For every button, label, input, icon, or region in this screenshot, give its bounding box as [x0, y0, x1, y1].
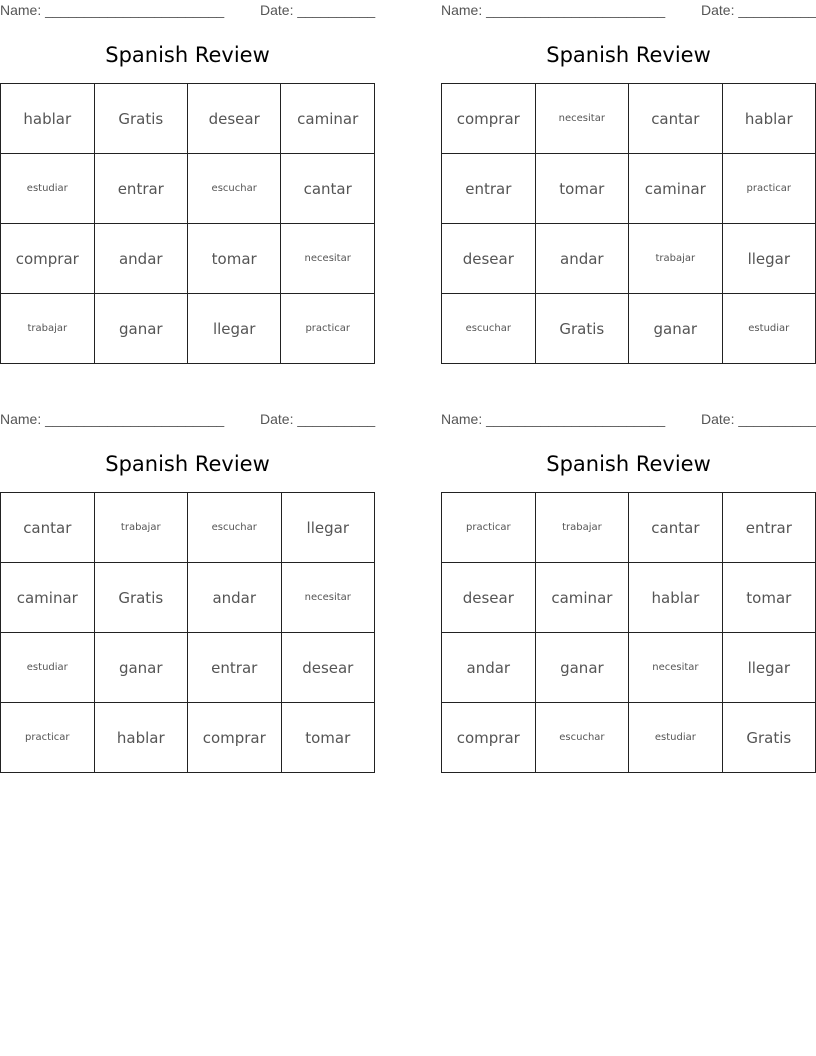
bingo-cell: llegar [722, 224, 815, 294]
bingo-cell: comprar [187, 703, 281, 773]
bingo-cell: llegar [187, 294, 280, 364]
grid-row [442, 703, 816, 773]
card-header [0, 2, 375, 18]
date-field-label: Date: __________ [701, 411, 816, 427]
bingo-cell: estudiar [722, 294, 815, 364]
name-field-label: Name: _______________________ [0, 411, 225, 427]
bingo-grid [0, 492, 375, 773]
name-field-label: Name: _______________________ [441, 2, 666, 18]
bingo-cell: desear [442, 224, 536, 294]
card-header [441, 2, 816, 18]
grid-row [442, 84, 816, 154]
bingo-cell: andar [94, 224, 187, 294]
bingo-cell: hablar [722, 84, 815, 154]
bingo-cell: desear [281, 633, 374, 703]
grid-row [442, 563, 816, 633]
bingo-grid [441, 492, 816, 773]
bingo-cell: Gratis [535, 294, 628, 364]
date-field-label: Date: __________ [260, 2, 376, 18]
bingo-cell: hablar [629, 563, 722, 633]
bingo-cell: tomar [281, 703, 374, 773]
bingo-cell: estudiar [1, 154, 95, 224]
bingo-cell: desear [442, 563, 536, 633]
grid-row [1, 703, 375, 773]
bingo-cell: cantar [629, 493, 722, 563]
grid-row [442, 294, 816, 364]
bingo-cell: practicar [1, 703, 95, 773]
grid-row [1, 563, 375, 633]
bingo-cell: Gratis [722, 703, 815, 773]
bingo-cell: caminar [1, 563, 95, 633]
grid-row [1, 84, 375, 154]
bingo-cell: escuchar [442, 294, 536, 364]
bingo-cell: comprar [442, 84, 536, 154]
card-header [441, 411, 816, 427]
bingo-cell: practicar [281, 294, 375, 364]
grid-row [1, 633, 375, 703]
card-title: Spanish Review [546, 452, 711, 476]
bingo-cell: tomar [722, 563, 815, 633]
bingo-cell: entrar [187, 633, 281, 703]
bingo-cell: estudiar [629, 703, 722, 773]
name-field-label: Name: _______________________ [0, 2, 225, 18]
card-header [0, 411, 375, 427]
grid-row [1, 294, 375, 364]
bingo-cell: trabajar [1, 294, 95, 364]
bingo-cell: Gratis [94, 84, 187, 154]
bingo-cell: cantar [629, 84, 723, 154]
card-title: Spanish Review [105, 452, 270, 476]
bingo-cell: caminar [629, 154, 723, 224]
bingo-cell: necesitar [281, 224, 375, 294]
name-field-label: Name: _______________________ [441, 411, 666, 427]
grid-row [442, 224, 816, 294]
bingo-cell: estudiar [1, 633, 95, 703]
bingo-cell: trabajar [94, 493, 187, 563]
bingo-cell: cantar [1, 493, 95, 563]
bingo-cell: necesitar [629, 633, 722, 703]
grid-row [442, 493, 816, 563]
bingo-cell: cantar [281, 154, 375, 224]
bingo-cell: tomar [535, 154, 628, 224]
bingo-cell: caminar [281, 84, 375, 154]
bingo-cell: escuchar [187, 493, 281, 563]
bingo-cell: necesitar [281, 563, 374, 633]
grid-row [1, 224, 375, 294]
grid-row [1, 493, 375, 563]
bingo-cell: escuchar [535, 703, 629, 773]
bingo-cell: necesitar [535, 84, 628, 154]
bingo-cell: trabajar [629, 224, 723, 294]
bingo-cell: practicar [442, 493, 536, 563]
grid-row [442, 154, 816, 224]
bingo-cell: andar [442, 633, 536, 703]
bingo-cell: comprar [442, 703, 536, 773]
bingo-cell: ganar [94, 294, 187, 364]
bingo-cell: entrar [722, 493, 815, 563]
card-title: Spanish Review [546, 43, 711, 67]
bingo-cell: tomar [187, 224, 280, 294]
bingo-cell: ganar [629, 294, 723, 364]
bingo-cell: trabajar [535, 493, 629, 563]
bingo-cell: desear [187, 84, 280, 154]
bingo-cell: escuchar [187, 154, 280, 224]
bingo-cell: llegar [722, 633, 815, 703]
bingo-cell: entrar [94, 154, 187, 224]
bingo-cell: entrar [442, 154, 536, 224]
bingo-cell: comprar [1, 224, 95, 294]
bingo-cell: andar [187, 563, 281, 633]
grid-row [1, 154, 375, 224]
bingo-cell: ganar [535, 633, 629, 703]
bingo-cell: Gratis [94, 563, 187, 633]
card-title: Spanish Review [105, 43, 270, 67]
bingo-cell: hablar [1, 84, 95, 154]
date-field-label: Date: __________ [701, 2, 816, 18]
bingo-grid [0, 83, 375, 364]
date-field-label: Date: __________ [260, 411, 376, 427]
grid-row [442, 633, 816, 703]
bingo-cell: caminar [535, 563, 629, 633]
bingo-cell: andar [535, 224, 628, 294]
bingo-cell: practicar [722, 154, 815, 224]
bingo-grid [441, 83, 816, 364]
bingo-cell: hablar [94, 703, 187, 773]
bingo-cell: ganar [94, 633, 187, 703]
bingo-cell: llegar [281, 493, 374, 563]
